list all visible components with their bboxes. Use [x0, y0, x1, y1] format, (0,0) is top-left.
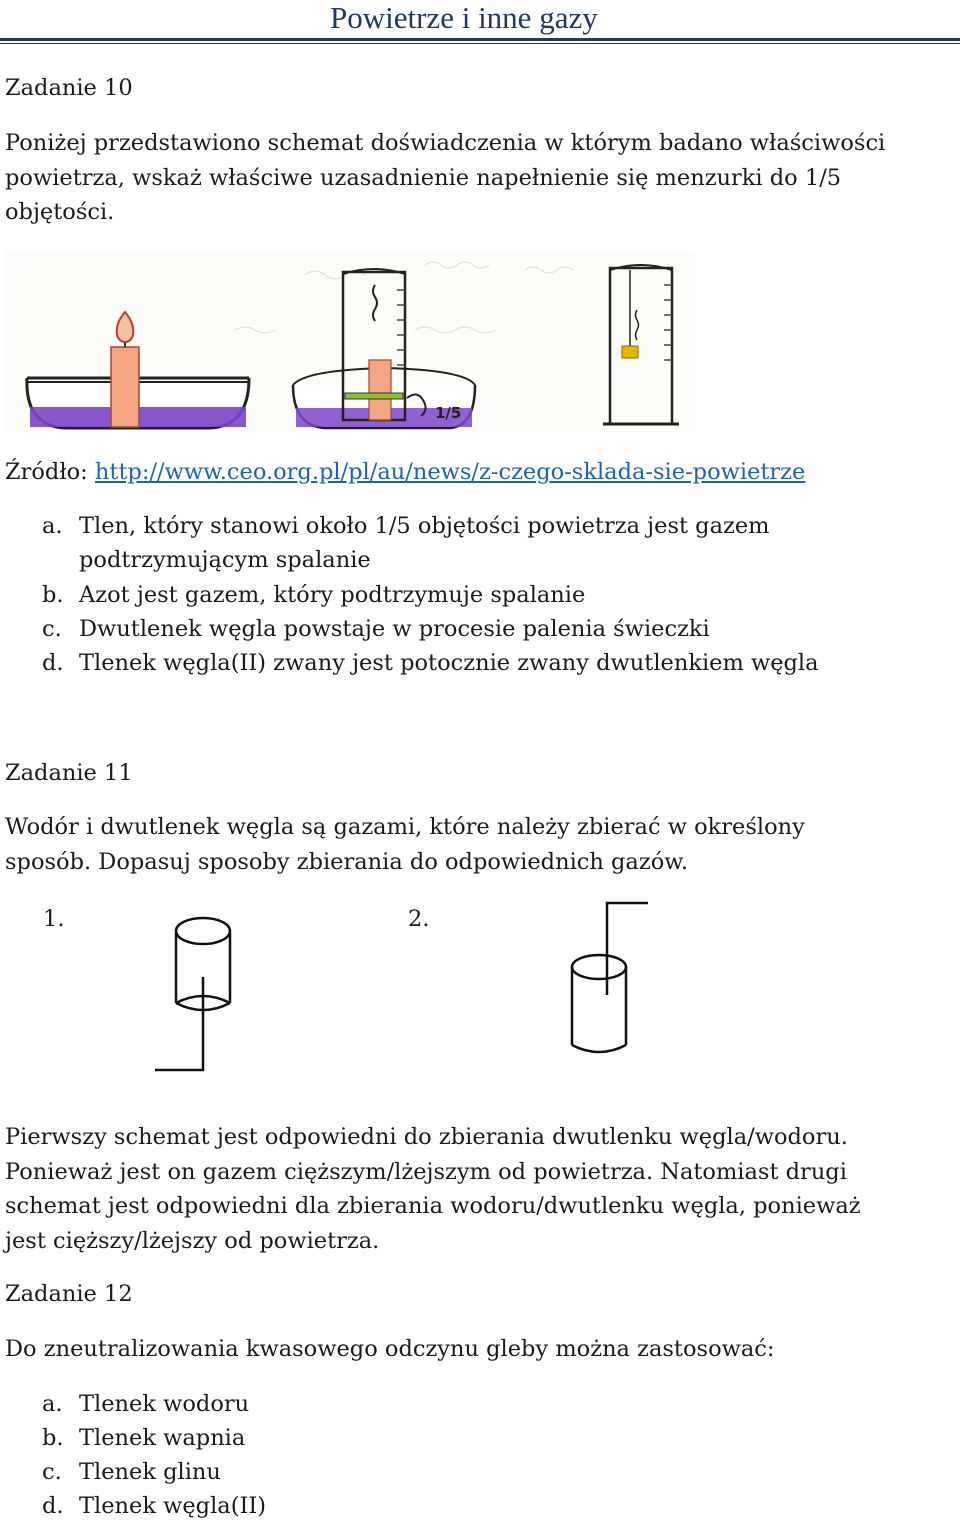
answer-line: jest cięższy/lżejszy od powietrza. [5, 1227, 380, 1254]
task12-option-c[interactable] [42, 1455, 221, 1489]
task11-text-line: sposób. Dopasuj sposoby zbierania do odpowiednich gazów. [5, 848, 688, 875]
task10-option-b[interactable] [42, 578, 585, 612]
option-text: Tlenek glinu [79, 1459, 221, 1485]
fraction-label: 1/5 [435, 404, 462, 422]
task12-question: Do zneutralizowania kwasowego odczynu gleby można zastosować: [5, 1336, 775, 1362]
task11-answer [5, 1120, 861, 1258]
option-letter: d. [42, 1493, 64, 1519]
option-letter: a. [42, 513, 63, 539]
option-text: Tlenek wodoru [79, 1391, 250, 1417]
option-letter: b. [42, 1425, 64, 1451]
task11-text [5, 810, 805, 879]
page-header-title: Powietrze i inne gazy [330, 0, 598, 35]
option-text: Tlenek węgla(II) [79, 1493, 267, 1519]
task10-text-line: Poniżej przedstawiono schemat doświadczenia w którym badano właściwości [5, 130, 886, 156]
option-letter: a. [42, 1391, 63, 1417]
scheme-2-diagram [572, 903, 648, 1052]
option-letter: d. [42, 650, 64, 676]
source-label: Źródło: [5, 459, 88, 485]
scheme-2-label: 2. [408, 906, 430, 932]
task10-option-d[interactable] [42, 646, 819, 680]
task11-text-line: Wodór i dwutlenek węgla są gazami, które należy zbierać w określony [5, 814, 805, 840]
collection-schemes [0, 895, 700, 1080]
answer-line: schemat jest odpowiedni dla zbierania wodoru/dwutlenku węgla, ponieważ [5, 1193, 861, 1219]
task12-option-d[interactable] [42, 1489, 266, 1523]
task12-option-a[interactable] [42, 1387, 249, 1421]
option-text: Dwutlenek węgla powstaje w procesie palenia świeczki [79, 616, 710, 642]
option-text: Tlenek wapnia [79, 1425, 246, 1451]
option-text-continued: podtrzymującym spalanie [79, 547, 371, 573]
task12-heading: Zadanie 12 [5, 1281, 133, 1307]
option-letter: c. [42, 1459, 62, 1485]
header-rule [0, 38, 960, 41]
option-text: Tlen, który stanowi około 1/5 objętości powietrza jest gazem [79, 513, 770, 539]
header-rule-thin [0, 43, 960, 44]
task10-option-a[interactable] [42, 509, 770, 577]
task10-option-c[interactable] [42, 612, 710, 646]
answer-line: Pierwszy schemat jest odpowiedni do zbierania dwutlenku węgla/wodoru. [5, 1124, 848, 1150]
option-letter: c. [42, 616, 62, 642]
experiment-figure [5, 250, 695, 432]
option-text: Azot jest gazem, który podtrzymuje spalanie [79, 582, 586, 608]
source-link[interactable]: http://www.ceo.org.pl/pl/au/news/z-czego-sklada-sie-powietrze [94, 459, 806, 485]
answer-line: Ponieważ jest on gazem cięższym/lżejszym od powietrza. Natomiast drugi [5, 1158, 847, 1185]
task10-text [5, 126, 885, 230]
option-letter: b. [42, 582, 64, 608]
task10-heading: Zadanie 10 [5, 75, 133, 101]
task12-option-b[interactable] [42, 1421, 245, 1455]
option-text: Tlenek węgla(II) zwany jest potocznie zwany dwutlenkiem węgla [79, 650, 819, 676]
scheme-1-label: 1. [43, 906, 65, 932]
scheme-1-diagram [155, 918, 230, 1070]
source-line [5, 455, 805, 490]
spoon-sample [622, 346, 638, 358]
task11-heading: Zadanie 11 [5, 760, 133, 786]
water-level-mark [345, 393, 403, 399]
task10-text-line: powietrza, wskaż właściwe uzasadnienie napełnienie się menzurki do 1/5 [5, 164, 842, 191]
task10-text-line: objętości. [5, 199, 115, 225]
